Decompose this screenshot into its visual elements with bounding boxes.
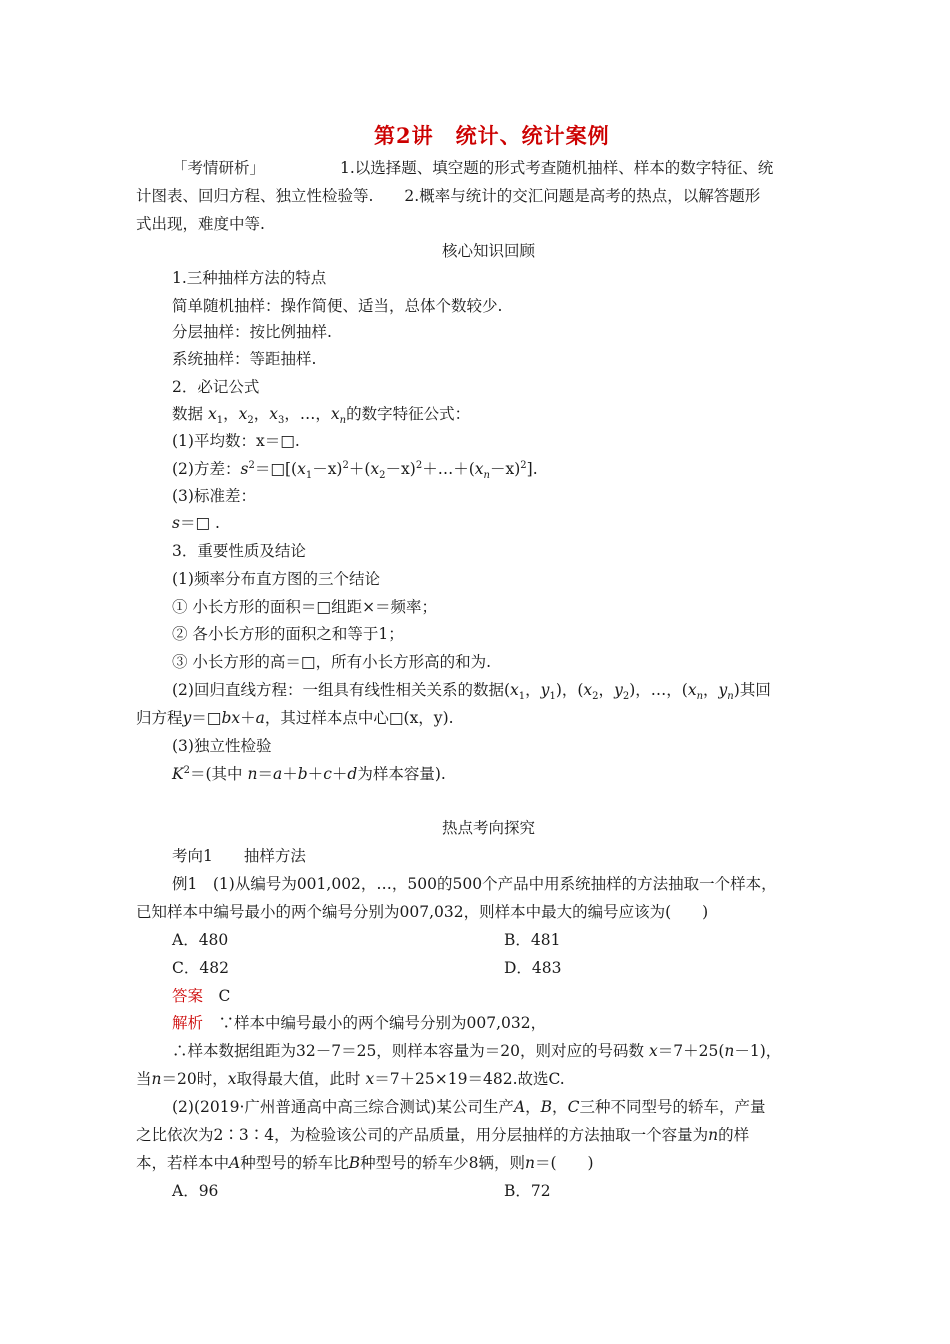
- analysis-line: 解析 ∵样本中编号最小的两个编号分别为007,032，: [172, 1014, 547, 1032]
- question-line: 之比依次为2∶3∶4，为检验该公司的产品质量，用分层抽样的方法抽取一个容量为n的样: [136, 1126, 750, 1144]
- option-c: C．482: [172, 959, 229, 977]
- question-line: 例1 (1)从编号为001,002，…，500的500个产品中用系统抽样的方法抽取一个样本，: [172, 875, 777, 893]
- option-a: A．480: [172, 931, 229, 949]
- text-line: 系统抽样：等距抽样.: [172, 350, 317, 368]
- text-line: 分层抽样：按比例抽样.: [172, 323, 332, 341]
- formula-line: (1)平均数：x＝□.: [172, 432, 300, 450]
- intro-tag: 「考情研析」: [172, 159, 266, 177]
- text-line: ③ 小长方形的高＝□，所有小长方形高的和为.: [172, 653, 492, 671]
- answer-label: 答案: [172, 987, 204, 1005]
- text-line: 简单随机抽样：操作简便、适当，总体个数较少.: [172, 297, 503, 315]
- text-line: 归方程y＝□bx＋a，其过样本点中心□(x，y).: [136, 709, 454, 727]
- question-line: 本，若样本中A种型号的轿车比B种型号的轿车少8辆，则n＝( ): [136, 1154, 594, 1172]
- answer-line: [172, 986, 230, 1006]
- text-line: 数据 $x_1$，$x_2$，$x_3$，…，$x_n$的数字特征公式：: [172, 405, 471, 427]
- text-line: ① 小长方形的面积＝□组距×＝频率；: [172, 598, 438, 616]
- item-heading: 3．重要性质及结论: [172, 542, 306, 560]
- question-line: (2)(2019·广州普通高中高三综合测试)某公司生产A，B，C三种不同型号的轿车，产量: [172, 1098, 766, 1116]
- topic-heading: 考向1 抽样方法: [172, 847, 306, 865]
- question-line: 已知样本中编号最小的两个编号分别为007,032，则样本中最大的编号应该为( ): [136, 903, 709, 921]
- text-line: (2)回归直线方程：一组具有线性相关关系的数据($x_1$，$y_1$)，($x_2$，$y_2$)，…，($x_n$，$y_n$)其回: [172, 681, 771, 703]
- text-line: ② 各小长方形的面积之和等于1；: [172, 625, 404, 643]
- page-title: 第2讲 统计、统计案例: [374, 123, 610, 148]
- intro-line: 计图表、回归方程、独立性检验等. 2.概率与统计的交汇问题是高考的热点，以解答题形: [136, 187, 761, 205]
- text-line: (3)标准差：: [172, 487, 256, 505]
- formula-line: (2)方差：$s^2=□[(x_1-x)^2+(x_2-x)^2+\dots+(x_n-x)^2]$.: [172, 459, 538, 482]
- intro-line: 式出现，难度中等.: [136, 215, 265, 233]
- option-a: A．96: [172, 1182, 219, 1200]
- text-line: (1)频率分布直方图的三个结论: [172, 570, 380, 588]
- section-heading: 核心知识回顾: [442, 242, 536, 260]
- formula-line: $K^2=$(其中 n＝a＋b＋c＋d为样本容量).: [172, 764, 446, 783]
- analysis-label: 解析: [172, 1014, 204, 1032]
- option-b: B．481: [504, 931, 561, 949]
- section-heading: 热点考向探究: [442, 819, 536, 837]
- option-b: B．72: [504, 1182, 551, 1200]
- item-heading: 2．必记公式: [172, 378, 260, 396]
- intro-line: 1.以选择题、填空题的形式考查随机抽样、样本的数字特征、统: [340, 159, 774, 177]
- analysis-line: ∴样本数据组距为32－7＝25，则样本容量为＝20，则对应的号码数 x＝7＋25(n－1)，: [172, 1042, 782, 1060]
- option-d: D．483: [504, 959, 562, 977]
- text-line: (3)独立性检验: [172, 737, 272, 755]
- answer-value: C: [218, 987, 231, 1005]
- formula-line: s＝□ .: [172, 514, 220, 532]
- item-heading: 1.三种抽样方法的特点: [172, 269, 327, 287]
- analysis-line: 当n＝20时，x取得最大值，此时 x＝7＋25×19＝482.故选C.: [136, 1070, 565, 1088]
